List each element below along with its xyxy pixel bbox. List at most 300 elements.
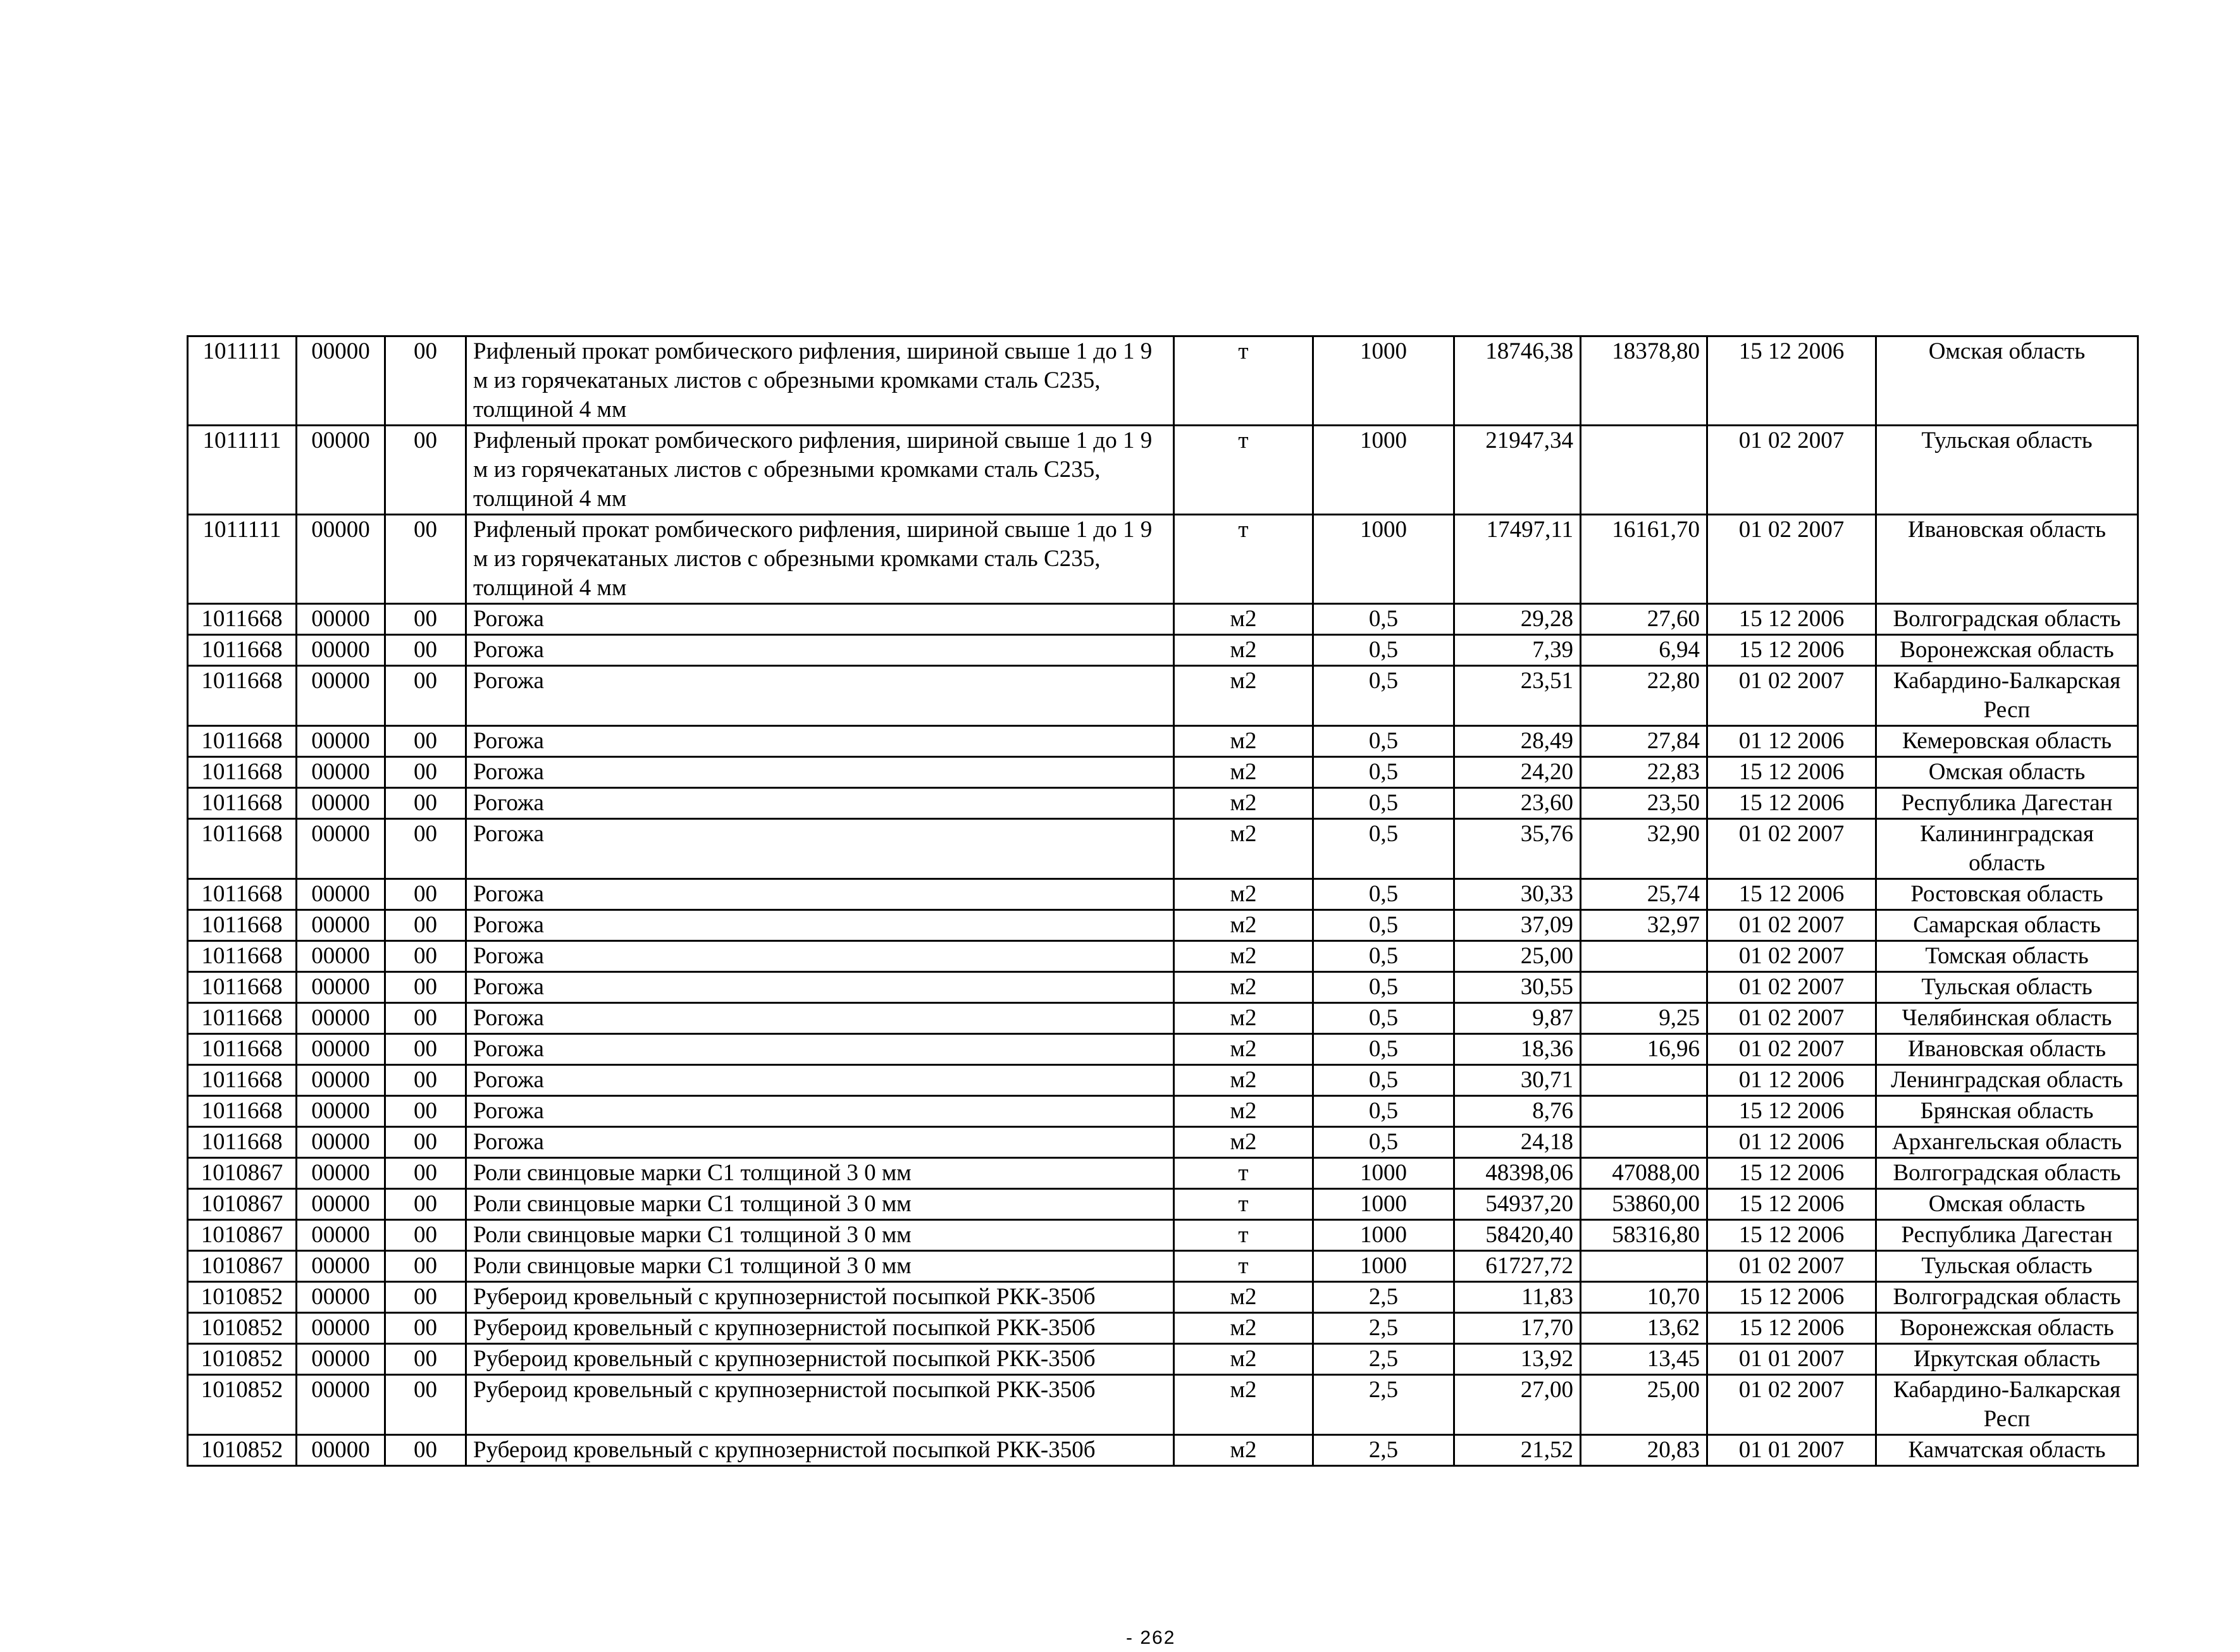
cell-price-2: 6,94	[1581, 635, 1707, 666]
cell-subcode: 00000	[297, 1003, 385, 1034]
cell-price-2: 13,45	[1581, 1344, 1707, 1375]
cell-subcode: 00000	[297, 910, 385, 941]
cell-quantity: 0,5	[1313, 726, 1454, 757]
cell-price-1: 27,00	[1454, 1375, 1581, 1435]
cell-price-2: 23,50	[1581, 788, 1707, 819]
cell-subcode: 00000	[297, 879, 385, 910]
cell-name: Рогожа	[466, 1127, 1174, 1158]
cell-region: Брянская область	[1876, 1096, 2138, 1127]
cell-price-2: 27,84	[1581, 726, 1707, 757]
cell-unit: т	[1174, 1189, 1313, 1220]
cell-variant: 00	[385, 1375, 466, 1435]
cell-quantity: 2,5	[1313, 1435, 1454, 1466]
cell-date: 01 01 2007	[1707, 1435, 1876, 1466]
table-row	[188, 879, 2138, 910]
table-row	[188, 666, 2138, 726]
cell-quantity: 1000	[1313, 1158, 1454, 1189]
cell-name: Рогожа	[466, 1034, 1174, 1065]
cell-name: Рогожа	[466, 726, 1174, 757]
cell-variant: 00	[385, 819, 466, 879]
cell-unit: м2	[1174, 635, 1313, 666]
cell-variant: 00	[385, 1313, 466, 1344]
table-body	[188, 336, 2138, 1466]
cell-code: 1011111	[188, 426, 297, 515]
cell-region: Омская область	[1876, 757, 2138, 788]
cell-code: 1010852	[188, 1375, 297, 1435]
cell-quantity: 0,5	[1313, 604, 1454, 635]
cell-variant: 00	[385, 426, 466, 515]
cell-price-2: 27,60	[1581, 604, 1707, 635]
cell-name: Рогожа	[466, 1003, 1174, 1034]
cell-quantity: 1000	[1313, 1220, 1454, 1251]
cell-unit: м2	[1174, 788, 1313, 819]
cell-quantity: 2,5	[1313, 1375, 1454, 1435]
cell-price-1: 11,83	[1454, 1282, 1581, 1313]
cell-price-2: 10,70	[1581, 1282, 1707, 1313]
cell-date: 01 12 2006	[1707, 726, 1876, 757]
table-row	[188, 910, 2138, 941]
cell-variant: 00	[385, 1096, 466, 1127]
cell-quantity: 0,5	[1313, 757, 1454, 788]
cell-variant: 00	[385, 1220, 466, 1251]
cell-region: Волгоградская область	[1876, 1158, 2138, 1189]
cell-price-2: 32,90	[1581, 819, 1707, 879]
cell-date: 01 02 2007	[1707, 910, 1876, 941]
cell-code: 1011668	[188, 788, 297, 819]
cell-price-1: 23,60	[1454, 788, 1581, 819]
cell-price-1: 24,20	[1454, 757, 1581, 788]
cell-price-1: 24,18	[1454, 1127, 1581, 1158]
cell-code: 1011668	[188, 972, 297, 1003]
table-row	[188, 426, 2138, 515]
cell-date: 01 02 2007	[1707, 666, 1876, 726]
table-row	[188, 1313, 2138, 1344]
cell-code: 1010867	[188, 1189, 297, 1220]
cell-name: Роли свинцовые марки С1 толщиной 3 0 мм	[466, 1251, 1174, 1282]
cell-price-1: 17,70	[1454, 1313, 1581, 1344]
cell-unit: м2	[1174, 1065, 1313, 1096]
cell-region: Республика Дагестан	[1876, 1220, 2138, 1251]
cell-name: Рифленый прокат ромбического рифления, шириной свыше 1 до 1 9 м из горячекатаных листов с обрезными кромками сталь С235, толщиной 4 мм	[466, 426, 1174, 515]
cell-region: Архангельская область	[1876, 1127, 2138, 1158]
table-row	[188, 1375, 2138, 1435]
cell-code: 1011111	[188, 515, 297, 604]
cell-name: Роли свинцовые марки С1 толщиной 3 0 мм	[466, 1158, 1174, 1189]
cell-price-2: 20,83	[1581, 1435, 1707, 1466]
cell-date: 01 02 2007	[1707, 819, 1876, 879]
cell-variant: 00	[385, 604, 466, 635]
cell-unit: т	[1174, 1220, 1313, 1251]
cell-name: Рогожа	[466, 788, 1174, 819]
cell-price-1: 21947,34	[1454, 426, 1581, 515]
cell-date: 15 12 2006	[1707, 1189, 1876, 1220]
table-row	[188, 1034, 2138, 1065]
cell-variant: 00	[385, 666, 466, 726]
cell-date: 01 01 2007	[1707, 1344, 1876, 1375]
cell-price-2	[1581, 972, 1707, 1003]
cell-price-1: 21,52	[1454, 1435, 1581, 1466]
cell-quantity: 0,5	[1313, 910, 1454, 941]
cell-quantity: 0,5	[1313, 1034, 1454, 1065]
cell-price-2: 22,80	[1581, 666, 1707, 726]
cell-subcode: 00000	[297, 426, 385, 515]
cell-price-1: 30,33	[1454, 879, 1581, 910]
cell-name: Роли свинцовые марки С1 толщиной 3 0 мм	[466, 1189, 1174, 1220]
cell-subcode: 00000	[297, 819, 385, 879]
cell-variant: 00	[385, 1158, 466, 1189]
cell-date: 15 12 2006	[1707, 879, 1876, 910]
cell-price-1: 13,92	[1454, 1344, 1581, 1375]
cell-subcode: 00000	[297, 666, 385, 726]
cell-date: 15 12 2006	[1707, 1220, 1876, 1251]
cell-quantity: 0,5	[1313, 941, 1454, 972]
cell-subcode: 00000	[297, 604, 385, 635]
cell-price-1: 28,49	[1454, 726, 1581, 757]
cell-subcode: 00000	[297, 1375, 385, 1435]
cell-unit: м2	[1174, 1096, 1313, 1127]
cell-region: Воронежская область	[1876, 1313, 2138, 1344]
cell-subcode: 00000	[297, 1065, 385, 1096]
cell-subcode: 00000	[297, 635, 385, 666]
cell-variant: 00	[385, 1282, 466, 1313]
cell-quantity: 1000	[1313, 1251, 1454, 1282]
cell-price-1: 25,00	[1454, 941, 1581, 972]
table-row	[188, 788, 2138, 819]
cell-price-1: 17497,11	[1454, 515, 1581, 604]
cell-variant: 00	[385, 1127, 466, 1158]
table-row	[188, 1344, 2138, 1375]
cell-price-2	[1581, 941, 1707, 972]
cell-region: Волгоградская область	[1876, 604, 2138, 635]
cell-region: Тульская область	[1876, 1251, 2138, 1282]
cell-name: Рубероид кровельный с крупнозернистой посыпкой РКК-350б	[466, 1344, 1174, 1375]
cell-variant: 00	[385, 941, 466, 972]
cell-price-1: 18746,38	[1454, 336, 1581, 426]
cell-variant: 00	[385, 1065, 466, 1096]
cell-name: Рогожа	[466, 972, 1174, 1003]
cell-region: Кабардино-Балкарская Респ	[1876, 1375, 2138, 1435]
cell-quantity: 1000	[1313, 515, 1454, 604]
cell-date: 01 02 2007	[1707, 972, 1876, 1003]
cell-unit: м2	[1174, 604, 1313, 635]
cell-subcode: 00000	[297, 1034, 385, 1065]
cell-subcode: 00000	[297, 1127, 385, 1158]
cell-code: 1011668	[188, 1065, 297, 1096]
table-row	[188, 941, 2138, 972]
cell-quantity: 2,5	[1313, 1344, 1454, 1375]
cell-name: Рогожа	[466, 1096, 1174, 1127]
cell-date: 01 02 2007	[1707, 426, 1876, 515]
cell-subcode: 00000	[297, 1344, 385, 1375]
cell-variant: 00	[385, 1251, 466, 1282]
cell-date: 15 12 2006	[1707, 1158, 1876, 1189]
cell-unit: т	[1174, 336, 1313, 426]
cell-variant: 00	[385, 635, 466, 666]
table-row	[188, 1282, 2138, 1313]
cell-unit: т	[1174, 515, 1313, 604]
cell-unit: м2	[1174, 666, 1313, 726]
cell-subcode: 00000	[297, 336, 385, 426]
table-row	[188, 1096, 2138, 1127]
cell-date: 01 02 2007	[1707, 1034, 1876, 1065]
cell-unit: м2	[1174, 972, 1313, 1003]
cell-price-2: 25,74	[1581, 879, 1707, 910]
cell-subcode: 00000	[297, 726, 385, 757]
cell-date: 15 12 2006	[1707, 757, 1876, 788]
cell-code: 1011668	[188, 1034, 297, 1065]
cell-region: Тульская область	[1876, 972, 2138, 1003]
cell-quantity: 0,5	[1313, 1127, 1454, 1158]
cell-subcode: 00000	[297, 972, 385, 1003]
cell-price-2: 18378,80	[1581, 336, 1707, 426]
cell-quantity: 0,5	[1313, 879, 1454, 910]
cell-quantity: 0,5	[1313, 635, 1454, 666]
cell-price-1: 8,76	[1454, 1096, 1581, 1127]
cell-region: Ивановская область	[1876, 1034, 2138, 1065]
cell-subcode: 00000	[297, 1282, 385, 1313]
cell-region: Челябинская область	[1876, 1003, 2138, 1034]
cell-subcode: 00000	[297, 788, 385, 819]
cell-code: 1011668	[188, 941, 297, 972]
cell-variant: 00	[385, 788, 466, 819]
cell-variant: 00	[385, 1003, 466, 1034]
cell-code: 1011668	[188, 819, 297, 879]
cell-code: 1011668	[188, 1096, 297, 1127]
cell-quantity: 2,5	[1313, 1313, 1454, 1344]
cell-date: 15 12 2006	[1707, 336, 1876, 426]
cell-region: Республика Дагестан	[1876, 788, 2138, 819]
cell-variant: 00	[385, 726, 466, 757]
cell-code: 1010867	[188, 1158, 297, 1189]
cell-quantity: 0,5	[1313, 819, 1454, 879]
cell-subcode: 00000	[297, 1220, 385, 1251]
cell-name: Рогожа	[466, 910, 1174, 941]
cell-region: Самарская область	[1876, 910, 2138, 941]
cell-code: 1011668	[188, 666, 297, 726]
cell-price-1: 9,87	[1454, 1003, 1581, 1034]
cell-variant: 00	[385, 1435, 466, 1466]
cell-unit: м2	[1174, 910, 1313, 941]
cell-price-2: 47088,00	[1581, 1158, 1707, 1189]
cell-date: 15 12 2006	[1707, 1313, 1876, 1344]
cell-date: 01 02 2007	[1707, 1251, 1876, 1282]
cell-subcode: 00000	[297, 1313, 385, 1344]
cell-name: Рогожа	[466, 879, 1174, 910]
cell-subcode: 00000	[297, 1189, 385, 1220]
cell-variant: 00	[385, 757, 466, 788]
cell-variant: 00	[385, 336, 466, 426]
cell-price-2	[1581, 1096, 1707, 1127]
cell-subcode: 00000	[297, 515, 385, 604]
cell-price-2: 25,00	[1581, 1375, 1707, 1435]
cell-region: Ростовская область	[1876, 879, 2138, 910]
cell-quantity: 2,5	[1313, 1282, 1454, 1313]
cell-region: Кемеровская область	[1876, 726, 2138, 757]
cell-region: Иркутская область	[1876, 1344, 2138, 1375]
cell-quantity: 0,5	[1313, 788, 1454, 819]
cell-region: Волгоградская область	[1876, 1282, 2138, 1313]
cell-name: Рубероид кровельный с крупнозернистой посыпкой РКК-350б	[466, 1375, 1174, 1435]
cell-region: Кабардино-Балкарская Респ	[1876, 666, 2138, 726]
price-table	[187, 335, 2139, 1467]
cell-name: Рогожа	[466, 666, 1174, 726]
cell-unit: м2	[1174, 941, 1313, 972]
cell-variant: 00	[385, 910, 466, 941]
cell-date: 15 12 2006	[1707, 635, 1876, 666]
cell-name: Рогожа	[466, 635, 1174, 666]
cell-unit: м2	[1174, 819, 1313, 879]
cell-variant: 00	[385, 1034, 466, 1065]
cell-subcode: 00000	[297, 757, 385, 788]
cell-code: 1011668	[188, 726, 297, 757]
cell-code: 1010852	[188, 1344, 297, 1375]
cell-date: 01 02 2007	[1707, 1375, 1876, 1435]
cell-subcode: 00000	[297, 941, 385, 972]
cell-code: 1010852	[188, 1313, 297, 1344]
cell-price-2	[1581, 1127, 1707, 1158]
cell-region: Тульская область	[1876, 426, 2138, 515]
cell-code: 1011668	[188, 879, 297, 910]
cell-date: 15 12 2006	[1707, 1282, 1876, 1313]
cell-price-1: 58420,40	[1454, 1220, 1581, 1251]
cell-region: Ивановская область	[1876, 515, 2138, 604]
table-row	[188, 336, 2138, 426]
cell-code: 1010852	[188, 1435, 297, 1466]
cell-price-2: 53860,00	[1581, 1189, 1707, 1220]
table-row	[188, 757, 2138, 788]
cell-subcode: 00000	[297, 1251, 385, 1282]
cell-region: Калининградская область	[1876, 819, 2138, 879]
cell-subcode: 00000	[297, 1096, 385, 1127]
cell-price-1: 18,36	[1454, 1034, 1581, 1065]
table-row	[188, 726, 2138, 757]
cell-price-1: 7,39	[1454, 635, 1581, 666]
cell-region: Камчатская область	[1876, 1435, 2138, 1466]
cell-region: Омская область	[1876, 1189, 2138, 1220]
cell-date: 01 02 2007	[1707, 515, 1876, 604]
cell-subcode: 00000	[297, 1158, 385, 1189]
cell-price-1: 61727,72	[1454, 1251, 1581, 1282]
cell-date: 01 02 2007	[1707, 941, 1876, 972]
page-number: - 262	[1126, 1627, 1176, 1648]
table-row	[188, 1220, 2138, 1251]
cell-unit: т	[1174, 1158, 1313, 1189]
cell-price-2: 16,96	[1581, 1034, 1707, 1065]
cell-code: 1010852	[188, 1282, 297, 1313]
cell-price-2: 13,62	[1581, 1313, 1707, 1344]
cell-variant: 00	[385, 972, 466, 1003]
cell-price-1: 30,55	[1454, 972, 1581, 1003]
cell-name: Рифленый прокат ромбического рифления, шириной свыше 1 до 1 9 м из горячекатаных листов с обрезными кромками сталь С235, толщиной 4 мм	[466, 515, 1174, 604]
cell-name: Рифленый прокат ромбического рифления, шириной свыше 1 до 1 9 м из горячекатаных листов с обрезными кромками сталь С235, толщиной 4 мм	[466, 336, 1174, 426]
table-row	[188, 819, 2138, 879]
cell-region: Томская область	[1876, 941, 2138, 972]
table-row	[188, 1189, 2138, 1220]
cell-unit: м2	[1174, 879, 1313, 910]
cell-variant: 00	[385, 515, 466, 604]
cell-code: 1011668	[188, 910, 297, 941]
cell-unit: м2	[1174, 726, 1313, 757]
cell-date: 15 12 2006	[1707, 1096, 1876, 1127]
table-row	[188, 1065, 2138, 1096]
cell-unit: м2	[1174, 1127, 1313, 1158]
cell-price-2: 58316,80	[1581, 1220, 1707, 1251]
table-row	[188, 604, 2138, 635]
cell-region: Воронежская область	[1876, 635, 2138, 666]
cell-unit: м2	[1174, 1313, 1313, 1344]
cell-date: 15 12 2006	[1707, 788, 1876, 819]
cell-price-1: 30,71	[1454, 1065, 1581, 1096]
cell-price-1: 23,51	[1454, 666, 1581, 726]
cell-price-1: 37,09	[1454, 910, 1581, 941]
cell-price-1: 54937,20	[1454, 1189, 1581, 1220]
cell-variant: 00	[385, 879, 466, 910]
cell-unit: м2	[1174, 1375, 1313, 1435]
cell-date: 01 02 2007	[1707, 1003, 1876, 1034]
cell-code: 1011111	[188, 336, 297, 426]
cell-name: Рогожа	[466, 604, 1174, 635]
cell-price-2: 16161,70	[1581, 515, 1707, 604]
cell-name: Рогожа	[466, 941, 1174, 972]
cell-code: 1011668	[188, 1003, 297, 1034]
cell-code: 1011668	[188, 757, 297, 788]
table-row	[188, 972, 2138, 1003]
table-row	[188, 1251, 2138, 1282]
cell-quantity: 0,5	[1313, 666, 1454, 726]
cell-variant: 00	[385, 1344, 466, 1375]
cell-region: Омская область	[1876, 336, 2138, 426]
cell-code: 1010867	[188, 1220, 297, 1251]
cell-price-2	[1581, 426, 1707, 515]
cell-quantity: 1000	[1313, 1189, 1454, 1220]
cell-price-2: 22,83	[1581, 757, 1707, 788]
cell-unit: т	[1174, 1251, 1313, 1282]
cell-quantity: 1000	[1313, 336, 1454, 426]
cell-unit: м2	[1174, 757, 1313, 788]
cell-price-1: 29,28	[1454, 604, 1581, 635]
table-row	[188, 515, 2138, 604]
cell-name: Рубероид кровельный с крупнозернистой посыпкой РКК-350б	[466, 1313, 1174, 1344]
cell-price-2	[1581, 1251, 1707, 1282]
cell-name: Рубероид кровельный с крупнозернистой посыпкой РКК-350б	[466, 1435, 1174, 1466]
cell-quantity: 0,5	[1313, 1065, 1454, 1096]
cell-code: 1011668	[188, 604, 297, 635]
cell-date: 15 12 2006	[1707, 604, 1876, 635]
cell-code: 1011668	[188, 635, 297, 666]
cell-variant: 00	[385, 1189, 466, 1220]
cell-unit: т	[1174, 426, 1313, 515]
cell-name: Роли свинцовые марки С1 толщиной 3 0 мм	[466, 1220, 1174, 1251]
cell-name: Рогожа	[466, 819, 1174, 879]
cell-name: Рогожа	[466, 757, 1174, 788]
cell-name: Рогожа	[466, 1065, 1174, 1096]
cell-price-1: 48398,06	[1454, 1158, 1581, 1189]
cell-unit: м2	[1174, 1034, 1313, 1065]
cell-subcode: 00000	[297, 1435, 385, 1466]
table-row	[188, 1127, 2138, 1158]
cell-unit: м2	[1174, 1003, 1313, 1034]
cell-price-2: 32,97	[1581, 910, 1707, 941]
table-row	[188, 1435, 2138, 1466]
cell-price-2: 9,25	[1581, 1003, 1707, 1034]
cell-code: 1011668	[188, 1127, 297, 1158]
cell-date: 01 12 2006	[1707, 1065, 1876, 1096]
cell-price-2	[1581, 1065, 1707, 1096]
table-row	[188, 1158, 2138, 1189]
cell-region: Ленинградская область	[1876, 1065, 2138, 1096]
table-row	[188, 635, 2138, 666]
cell-unit: м2	[1174, 1282, 1313, 1313]
